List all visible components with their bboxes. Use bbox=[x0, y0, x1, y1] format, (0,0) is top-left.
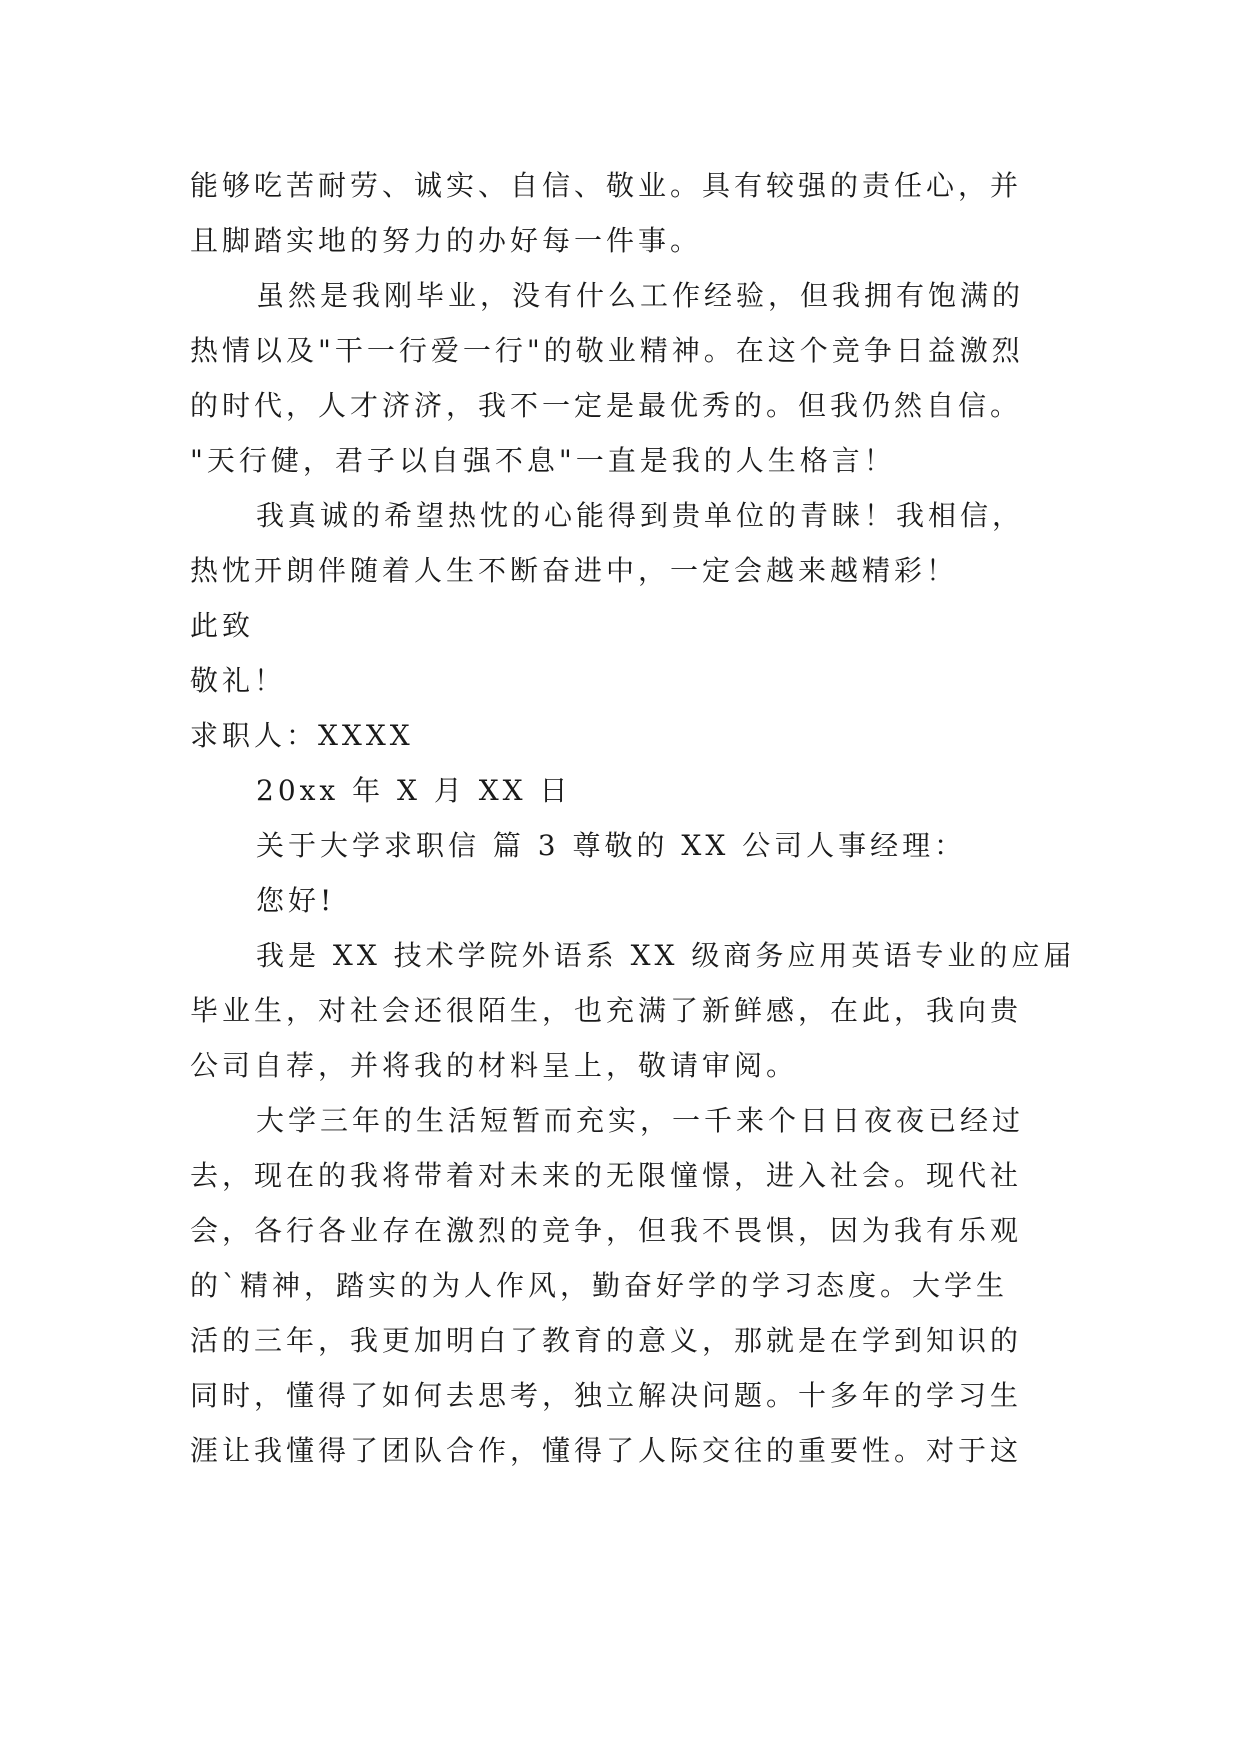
text-line: 虽然是我刚毕业，没有什么工作经验，但我拥有饱满的 bbox=[256, 279, 1025, 312]
text-line: 活的三年，我更加明白了教育的意义，那就是在学到知识的 bbox=[190, 1324, 1023, 1357]
date-line: 20xx 年 X 月 XX 日 bbox=[256, 774, 572, 807]
text-line: 涯让我懂得了团队合作，懂得了人际交往的重要性。对于这 bbox=[190, 1434, 1023, 1467]
text-line: 会，各行各业存在激烈的竞争，但我不畏惧，因为我有乐观 bbox=[190, 1214, 1023, 1247]
greeting-line: 您好! bbox=[256, 884, 336, 917]
text-line: 毕业生，对社会还很陌生，也充满了新鲜感，在此，我向贵 bbox=[190, 994, 1023, 1027]
text-line: 热情以及"干一行爱一行"的敬业精神。在这个竞争日益激烈 bbox=[190, 334, 1024, 367]
text-line: 热忱开朗伴随着人生不断奋进中，一定会越来越精彩！ bbox=[190, 554, 959, 587]
applicant-line: 求职人：XXXX bbox=[190, 719, 414, 752]
text-line: 大学三年的生活短暂而充实，一千来个日日夜夜已经过 bbox=[256, 1104, 1025, 1137]
text-line: 公司自荐，并将我的材料呈上，敬请审阅。 bbox=[190, 1049, 799, 1082]
text-line: 去，现在的我将带着对未来的无限憧憬，进入社会。现代社 bbox=[190, 1159, 1023, 1192]
text-line: 我是 XX 技术学院外语系 XX 级商务应用英语专业的应届 bbox=[256, 939, 1076, 972]
text-line: 我真诚的希望热忱的心能得到贵单位的青睐！我相信， bbox=[256, 499, 1025, 532]
text-line: 能够吃苦耐劳、诚实、自信、敬业。具有较强的责任心，并 bbox=[190, 169, 1023, 202]
section-heading: 关于大学求职信 篇 3 尊敬的 XX 公司人事经理： bbox=[256, 829, 967, 862]
closing-line: 此致 bbox=[190, 609, 255, 642]
text-line: 的时代，人才济济，我不一定是最优秀的。但我仍然自信。 bbox=[190, 389, 1023, 422]
salutation-line: 敬礼！ bbox=[190, 664, 287, 697]
text-line: 且脚踏实地的努力的办好每一件事。 bbox=[190, 224, 703, 257]
text-line: 的`精神，踏实的为人作风，勤奋好学的学习态度。大学生 bbox=[190, 1269, 1009, 1302]
text-line: "天行健，君子以自强不息"一直是我的人生格言！ bbox=[190, 444, 896, 477]
text-line: 同时，懂得了如何去思考，独立解决问题。十多年的学习生 bbox=[190, 1379, 1023, 1412]
